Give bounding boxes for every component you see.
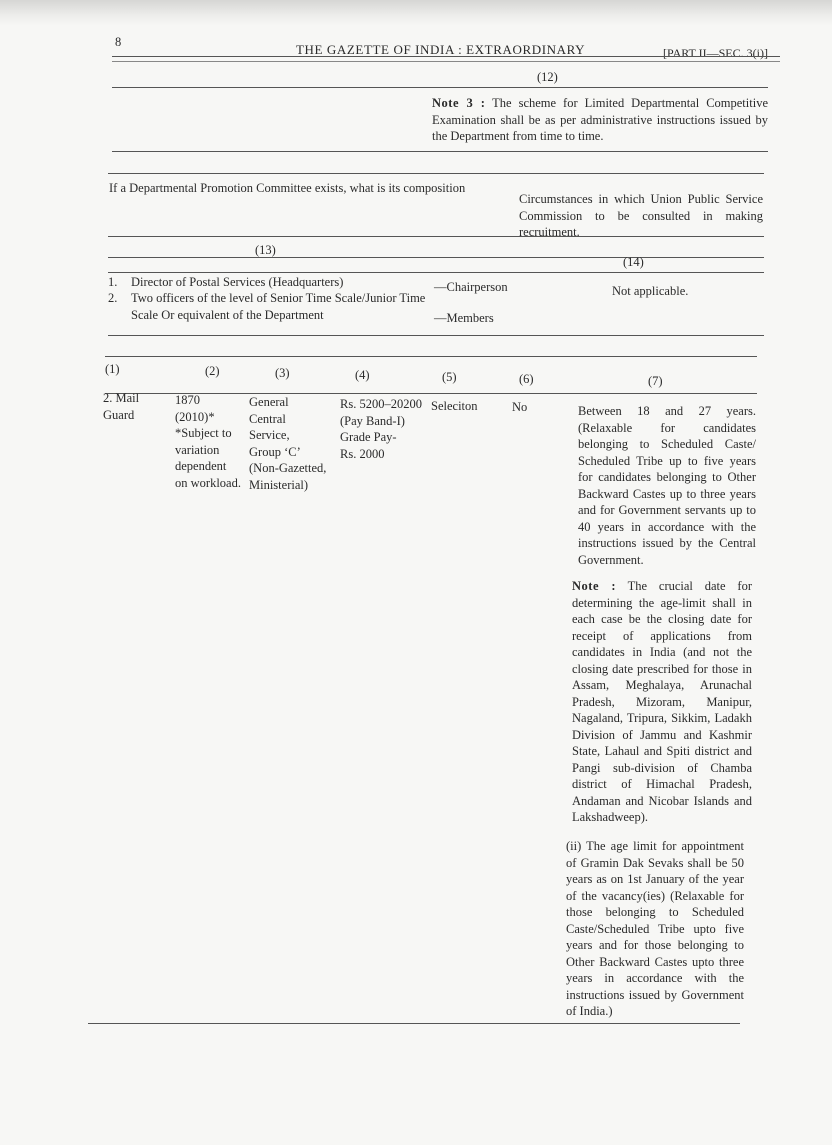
page-number: 8 <box>115 35 122 49</box>
header-rule-2 <box>112 61 780 62</box>
rule <box>112 151 768 152</box>
member-1-text: Director of Postal Services (Headquarters) <box>131 275 344 289</box>
cell-classification: General Central Service, Group ‘C’ (Non-Gazetted, Ministerial) <box>249 395 327 492</box>
rule <box>112 87 768 88</box>
cell-method: Seleciton <box>431 399 478 413</box>
col6-header: (6) <box>519 372 534 386</box>
cell-post: 2. Mail Guard <box>103 391 140 422</box>
note3-text: The scheme for Limited Departmental Competitive Examination shall be as per administrative instructions issued by the Department from time to time. <box>432 96 768 143</box>
rule <box>108 173 764 174</box>
header-rule <box>112 56 780 57</box>
col12-header: (12) <box>537 70 558 84</box>
gazette-title: THE GAZETTE OF INDIA : EXTRAORDINARY <box>296 42 586 57</box>
col3-header: (3) <box>275 366 290 380</box>
cell-gds-age-limit: (ii) The age limit for appointment of Gramin Dak Sevaks shall be 50 years as on 1st January of the year of the vacancy(ies) (Relaxable for those belonging to Scheduled Caste/Scheduled Tribe upto five years and for those belonging to Other Backward Castes upto three years in accordance with the instructions issued by Government of India.) <box>566 839 744 1018</box>
bottom-rule <box>88 1023 740 1024</box>
note3-label: Note 3 : <box>432 96 486 110</box>
cell-pay-scale: Rs. 5200–20200 (Pay Band-I) Grade Pay- Rs. 2000 <box>340 397 422 461</box>
rule <box>108 272 764 273</box>
rule <box>108 257 764 258</box>
col14-header: (14) <box>623 255 644 269</box>
cell-selection-flag: No <box>512 400 528 414</box>
age-note-text: The crucial date for determining the age-limit shall in each case be the closing date for receipt of applications from candidates in India (and not the closing date prescribed for those in Assam, Meghalaya, Arunachal Pradesh, Mizoram, Manipur, Nagaland, Tripura, Sikkim, Ladakh Division of Jammu and Kashmir State, Lahaul and Spiti district and Pangi sub-division of Chamba district of Himachal Pradesh, Andaman and Nicobar Islands and Lakshadweep). <box>572 579 752 824</box>
col4-header: (4) <box>355 368 370 382</box>
col1-header: (1) <box>105 362 120 376</box>
member-1-role: —Chairperson <box>434 280 508 294</box>
member-2-num: 2. <box>108 291 118 305</box>
scan-top-edge <box>0 0 832 26</box>
col5-header: (5) <box>442 370 457 384</box>
q13-heading: If a Departmental Promotion Committee exists, what is its composition <box>109 181 466 195</box>
rule <box>108 236 764 237</box>
member-2-role: —Members <box>434 311 494 325</box>
col14-value: Not applicable. <box>612 284 689 298</box>
cell-age-note <box>572 578 752 826</box>
col2-header: (2) <box>205 364 220 378</box>
col7-header: (7) <box>648 374 663 388</box>
cell-number: 1870 (2010)* *Subject to variation dependent on workload. <box>175 393 241 490</box>
cell-age-limit: Between 18 and 27 years. (Relaxable for candidates belonging to Scheduled Caste/ Scheduled Tribe up to five years for candidates belonging to Other Backward Castes up to three years and for Government servants up to 40 years in accordance with the instructions issued by the Central Government. <box>578 404 756 567</box>
part-label: [PART II—SEC. 3(i)] <box>663 46 768 60</box>
note3 <box>432 95 768 145</box>
rule <box>105 356 757 357</box>
q14-heading: Circumstances in which Union Public Service Commission to be consulted in making recruitment. <box>519 192 763 239</box>
member-2-text: Two officers of the level of Senior Time Scale/Junior Time Scale Or equivalent of the Department <box>131 291 426 322</box>
col13-header: (13) <box>255 243 276 257</box>
age-note-label: Note : <box>572 579 616 593</box>
member-1-num: 1. <box>108 275 118 289</box>
rule <box>108 335 764 336</box>
